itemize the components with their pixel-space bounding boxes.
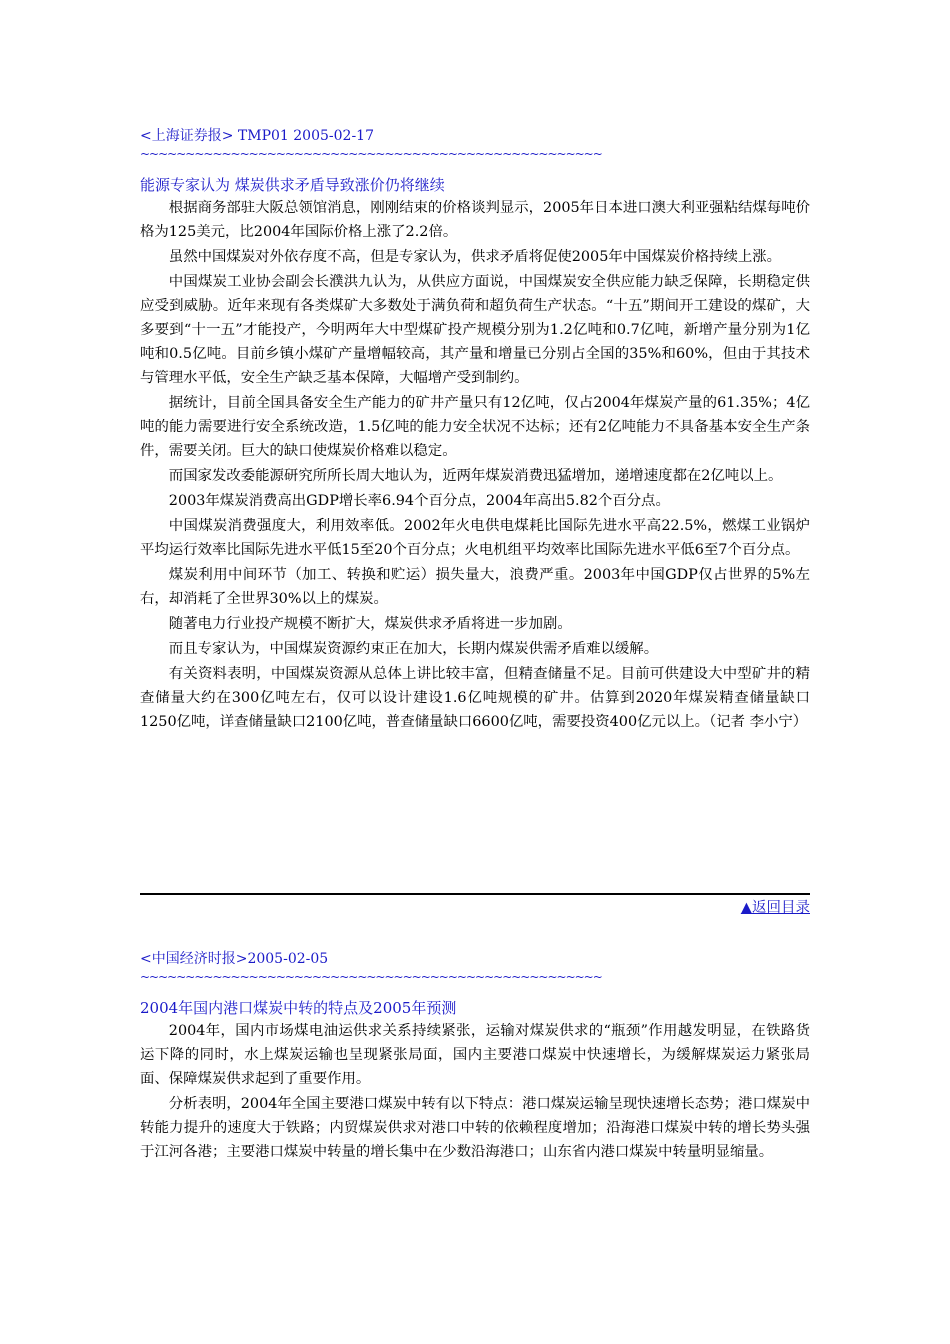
tilde-divider: ~~~~~~~~~~~~~~~~~~~~~~~~~~~~~~~~~~~~~~~~~~~~~~~~~~~ (140, 970, 602, 984)
tilde-divider: ~~~~~~~~~~~~~~~~~~~~~~~~~~~~~~~~~~~~~~~~~~~~~~~~~~~ (140, 147, 602, 161)
article-source: <上海证券报> TMP01 2005-02-17 (140, 128, 374, 144)
paragraph: 2004年，国内市场煤电油运供求关系持续紧张，运输对煤炭供求的“瓶颈”作用越发明显，在铁路货运下降的同时，水上煤炭运输也呈现紧张局面，国内主要港口煤炭中快速增长，为缓解煤炭运力紧张局面、保障煤炭供求起到了重要作用。 (140, 1023, 810, 1087)
paragraph: 而国家发改委能源研究所所长周大地认为，近两年煤炭消费迅猛增加，递增速度都在2亿吨以上。 (168, 468, 783, 484)
paragraph: 2003年煤炭消费高出GDP增长率6.94个百分点，2004年高出5.82个百分点。 (168, 493, 670, 509)
paragraph: 中国煤炭工业协会副会长濮洪九认为，从供应方面说，中国煤炭安全供应能力缺乏保障，长期稳定供应受到威胁。近年来现有各类煤矿大多数处于满负荷和超负荷生产状态。“十五”期间开工建设的煤矿，大多要到“十一五”才能投产，今明两年大中型煤矿投产规模分别为1.2亿吨和0.7亿吨，新增产量分别为1亿吨和0.5亿吨。目前乡镇小煤矿产量增幅较高，其产量和增量已分别占全国的35%和60%，但由于其技术与管理水平低，安全生产缺乏基本保障，大幅增产受到制约。 (140, 274, 810, 386)
back-to-toc-link[interactable] (140, 897, 810, 919)
paragraph: 根据商务部驻大阪总领馆消息，刚刚结束的价格谈判显示，2005年日本进口澳大利亚强粘结煤每吨价格为125美元，比2004年国际价格上涨了2.2倍。 (140, 200, 810, 240)
article-source: <中国经济时报>2005-02-05 (140, 951, 329, 967)
paragraph: 中国煤炭消费强度大，利用效率低。2002年火电供电煤耗比国际先进水平高22.5%，燃煤工业锅炉平均运行效率比国际先进水平低15至20个百分点；火电机组平均效率比国际先进水平低6至7个百分点。 (140, 518, 810, 558)
section-divider (140, 893, 810, 895)
triangle-up-icon: ▲ (740, 900, 752, 916)
paragraph: 而且专家认为，中国煤炭资源约束正在加大，长期内煤炭供需矛盾难以缓解。 (168, 641, 659, 657)
paragraph: 有关资料表明，中国煤炭资源从总体上讲比较丰富，但精查储量不足。目前可供建设大中型矿井的精查储量大约在300亿吨左右，仅可以设计建设1.6亿吨规模的矿井。估算到2020年煤炭精查储量缺口1250亿吨，详查储量缺口2100亿吨，普查储量缺口6600亿吨，需要投资400亿元以上。（记者 李小宁） (140, 666, 810, 730)
article-body (140, 1019, 810, 1164)
article-headline: 能源专家认为 煤炭供求矛盾导致涨价仍将继续 (140, 176, 445, 194)
paragraph: 随著电力行业投产规模不断扩大，煤炭供求矛盾将进一步加剧。 (168, 616, 572, 632)
back-to-toc-label: 返回目录 (752, 900, 810, 916)
paragraph: 据统计，目前全国具备安全生产能力的矿井产量只有12亿吨，仅占2004年煤炭产量的61.35%；4亿吨的能力需要进行安全系统改造，1.5亿吨的能力安全状况不达标；还有2亿吨能力不具备基本安全生产条件，需要关闭。巨大的缺口使煤炭价格难以稳定。 (140, 395, 810, 459)
paragraph: 分析表明，2004年全国主要港口煤炭中转有以下特点：港口煤炭运输呈现快速增长态势；港口煤炭中转能力提升的速度大于铁路；内贸煤炭供求对港口中转的依赖程度增加；沿海港口煤炭中转的增长势头强于江河各港；主要港口煤炭中转量的增长集中在少数沿海港口；山东省内港口煤炭中转量明显缩量。 (140, 1096, 810, 1160)
article-body (140, 196, 810, 734)
paragraph: 虽然中国煤炭对外依存度不高，但是专家认为，供求矛盾将促使2005年中国煤炭价格持续上涨。 (168, 249, 782, 265)
paragraph: 煤炭利用中间环节（加工、转换和贮运）损失量大，浪费严重。2003年中国GDP仅占世界的5%左右，却消耗了全世界30%以上的煤炭。 (140, 567, 810, 607)
article-2 (140, 950, 810, 1165)
article-headline: 2004年国内港口煤炭中转的特点及2005年预测 (140, 999, 457, 1017)
article-1 (140, 127, 810, 735)
